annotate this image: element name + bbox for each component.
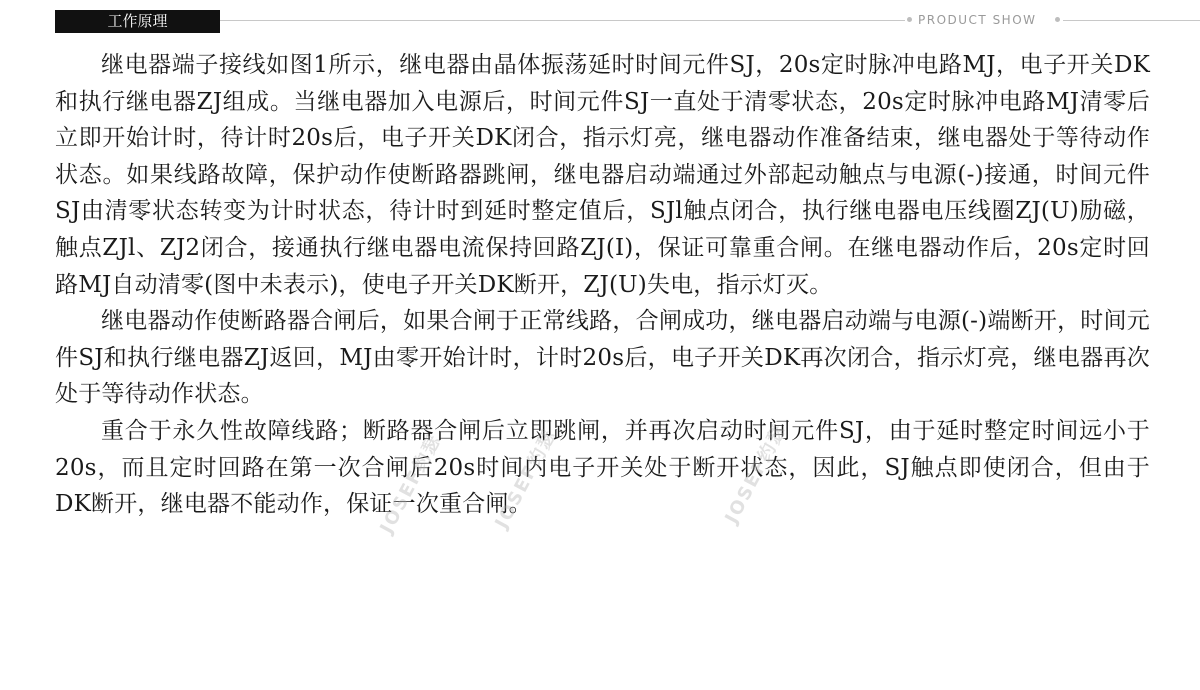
watermark-text: JOSEF约瑟 bbox=[491, 425, 562, 533]
paragraph-normal-reclosing: 继电器动作使断路器合闸后，如果合闸于正常线路，合闸成功，继电器启动端与电源(-)端断开，时间元件SJ和执行继电器ZJ返回，MJ由零开始计时，计时20s后，电子开关DK再次闭合，指示灯亮，继电器再次处于等待动作状态。 bbox=[55, 308, 1150, 408]
watermark-text: JOSEF约瑟 bbox=[376, 430, 447, 538]
product-show-label: PRODUCT SHOW bbox=[918, 13, 1037, 27]
header-dot-icon bbox=[907, 17, 912, 22]
section-title: 工作原理 bbox=[55, 10, 220, 33]
section-header bbox=[0, 0, 1200, 40]
header-dot-icon bbox=[1055, 17, 1060, 22]
header-divider-line bbox=[220, 20, 905, 21]
paragraph-permanent-fault: 重合于永久性故障线路；断路器合闸后立即跳闸，并再次启动时间元件SJ，由于延时整定时间远小于20s，而且定时回路在第一次合闸后20s时间内电子开关处于断开状态，因此，SJ触点即使闭合，但由于DK断开，继电器不能动作，保证一次重合闸。 bbox=[55, 417, 1150, 518]
paragraph-working-principle: 继电器端子接线如图1所示，继电器由晶体振荡延时时间元件SJ，20s定时脉冲电路MJ，电子开关DK和执行继电器ZJ组成。当继电器加入电源后，时间元件SJ一直处于清零状态，20s定时脉冲电路MJ清零后立即开始计时，待计时20s后，电子开关DK闭合，指示灯亮，继电器动作准备结束，继电器处于等待动作状态。如果线路故障，保护动作使断路器跳闸，继电器启动端通过外部起动触点与电源(-)接通，时间元件SJ由清零状态转变为计时状态，待计时到延时整定值后，SJl触点闭合，执行继电器电压线圈ZJ(U)励磁，触点ZJl、ZJ2闭合，接通执行继电器电流保持回路ZJ(I)，保证可靠重合闸。在继电器动作后，20s定时回路MJ自动清零(图中未表示)，使电子开关DK断开，ZJ(U)失电，指示灯灭。 bbox=[55, 52, 1150, 298]
article-body bbox=[55, 47, 1150, 523]
watermark-text: JOSEF约瑟 bbox=[721, 420, 792, 528]
header-divider-line-right bbox=[1063, 20, 1200, 21]
